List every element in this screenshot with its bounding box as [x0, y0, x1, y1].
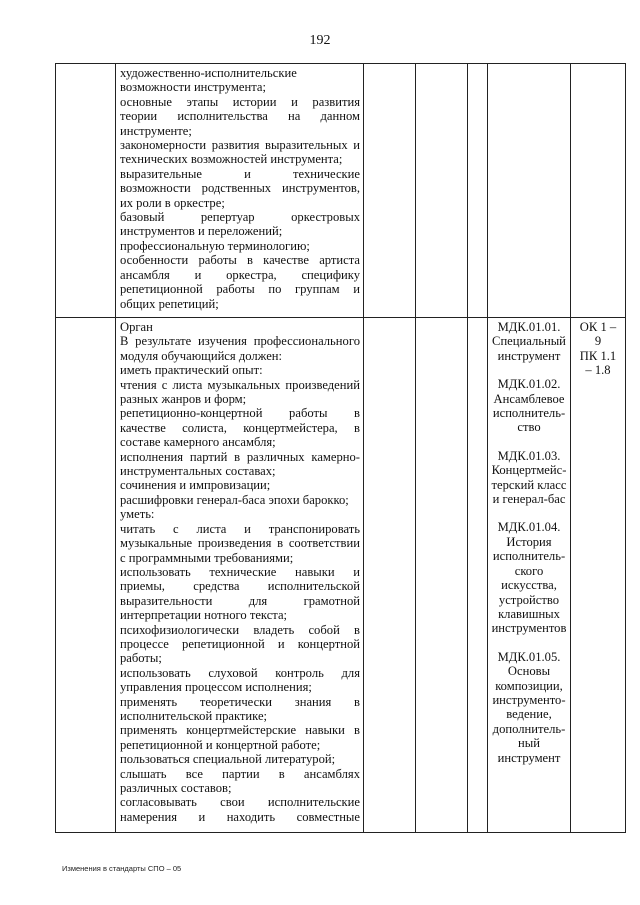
- text-line: сочинения и импровизации;: [120, 478, 271, 493]
- text-line: иметь практический опыт:: [120, 363, 263, 378]
- text-line: профессиональную терминологию;: [120, 238, 310, 253]
- text-line: базовый репертуар оркестровых: [120, 210, 360, 225]
- text-line: различных составов;: [120, 781, 232, 795]
- mdk-line: Специальный: [492, 334, 566, 349]
- text-line: ансамбля и оркестра, специфику: [120, 267, 360, 282]
- text-line: репетиционной и концертной работе;: [120, 737, 321, 752]
- text-line: применять концертмейстерские навыки в: [120, 723, 360, 738]
- text-line: с программными требованиями;: [120, 550, 294, 565]
- content-cell: [116, 64, 364, 318]
- mdk-line: История: [506, 534, 552, 549]
- mdk-module: [490, 320, 568, 363]
- text-line: составе камерного ансамбля;: [120, 435, 276, 450]
- mdk-line: инструменто-: [492, 692, 566, 707]
- text-line: расшифровки генерал-баса эпохи барокко;: [120, 492, 349, 507]
- text-line: В результате изучения профессионального: [120, 334, 360, 349]
- competency-cell: [571, 64, 626, 318]
- text-line: модуля обучающийся должен:: [120, 348, 283, 363]
- text-line: репетиционной работы по группам и: [120, 282, 360, 297]
- text-line: использовать технические навыки и: [120, 564, 360, 579]
- text-line: музыкальные произведения в соответствии: [120, 536, 360, 551]
- text-line: Орган: [120, 320, 153, 334]
- competency-line: ПК 1.1: [579, 348, 617, 363]
- text-line: закономерности развития выразительных и: [120, 138, 360, 153]
- footer-note: Изменения в стандарты СПО – 05: [62, 864, 182, 873]
- competency-line: 9: [594, 334, 602, 349]
- mdk-line: и генерал-бас: [492, 492, 566, 507]
- hours-cell: [468, 64, 488, 318]
- competency-line: ОК 1 –: [579, 320, 617, 334]
- text-line: основные этапы истории и развития: [120, 94, 360, 109]
- text-line: использовать слуховой контроль для: [120, 665, 360, 680]
- mdk-line: МДК.01.03.: [497, 448, 561, 463]
- hours-cell: [364, 64, 416, 318]
- mdk-line: Ансамблевое: [493, 391, 565, 406]
- text-line: выразительные и технические: [120, 166, 360, 181]
- mdk-line: ный: [518, 736, 540, 751]
- mdk-line: МДК.01.02.: [497, 377, 561, 392]
- competency-cell: [571, 318, 626, 833]
- mdk-cell: [488, 64, 571, 318]
- text-line: исполнительской практике;: [120, 708, 268, 723]
- mdk-line: исполнитель-: [492, 549, 566, 564]
- mdk-line: Концертмейс-: [491, 463, 567, 478]
- text-line: инструменте;: [120, 123, 192, 138]
- text-line: психофизиологически владеть собой в: [120, 622, 360, 637]
- text-line: репетиционно-концертной работы в: [120, 406, 360, 421]
- text-line: инструментальных составах;: [120, 464, 276, 479]
- text-line: особенности работы в качестве артиста: [120, 253, 360, 268]
- content-cell: [116, 318, 364, 833]
- mdk-line: инструмент: [497, 750, 561, 765]
- text-line: работы;: [120, 651, 162, 666]
- text-line: уметь:: [120, 507, 155, 522]
- mdk-module: [490, 449, 568, 507]
- text-line: качестве солиста, концертмейстера, в: [120, 420, 360, 435]
- text-line: применять теоретически знания в: [120, 694, 360, 709]
- mdk-line: Основы: [507, 664, 551, 679]
- index-cell: [56, 64, 116, 318]
- mdk-module: [490, 650, 568, 765]
- hours-cell: [416, 318, 468, 833]
- index-cell: [56, 318, 116, 833]
- hours-cell: [364, 318, 416, 833]
- text-line: инструментов и переложений;: [120, 224, 283, 239]
- mdk-line: композиции,: [495, 678, 563, 693]
- curriculum-table: [55, 63, 626, 833]
- text-line: пользоваться специальной литературой;: [120, 752, 336, 767]
- text-line: возможности родственных инструментов,: [120, 181, 360, 196]
- mdk-module: [490, 377, 568, 435]
- mdk-line: искусства,: [501, 578, 557, 593]
- text-line: читать с листа и транспонировать: [120, 521, 360, 536]
- mdk-line: ведение,: [506, 707, 552, 722]
- mdk-line: ского: [514, 563, 544, 578]
- mdk-line: дополнитель-: [492, 721, 566, 736]
- text-line: художественно-исполнительские: [120, 66, 297, 80]
- mdk-line: клавишных: [498, 606, 560, 621]
- text-line: возможности инструмента;: [120, 80, 266, 95]
- text-line: согласовывать свои исполнительские: [120, 795, 360, 810]
- text-line: теории исполнительства на данном: [120, 109, 360, 124]
- mdk-module: [490, 520, 568, 635]
- competency-line: – 1.8: [585, 363, 611, 378]
- text-line: интерпретации нотного текста;: [120, 608, 288, 623]
- text-line: намерения и находить совместные: [120, 809, 360, 824]
- text-line: выразительности для грамотной: [120, 593, 360, 608]
- hours-cell: [416, 64, 468, 318]
- mdk-line: МДК.01.04.: [497, 520, 561, 535]
- mdk-line: исполнитель-: [492, 406, 566, 421]
- text-line: разных жанров и форм;: [120, 392, 247, 407]
- text-line: чтения с листа музыкальных произведений: [120, 377, 360, 392]
- mdk-line: устройство: [498, 592, 560, 607]
- text-line: управления процессом исполнения;: [120, 680, 312, 695]
- mdk-line: ство: [517, 420, 541, 435]
- text-line: исполнения партий в различных камерно-: [120, 449, 360, 464]
- mdk-line: инструментов: [491, 621, 567, 636]
- mdk-line: инструмент: [497, 348, 561, 363]
- page-number: 192: [309, 33, 331, 48]
- text-line: процессе репетиционной и концертной: [120, 636, 360, 651]
- mdk-line: МДК.01.05.: [497, 649, 561, 664]
- table-row: [56, 318, 626, 833]
- text-line: технических возможностей инструмента;: [120, 152, 343, 167]
- mdk-cell: [488, 318, 571, 833]
- text-line: слышать все партии в ансамблях: [120, 766, 360, 781]
- text-line: их роли в оркестре;: [120, 195, 225, 210]
- text-line: приемы, средства исполнительской: [120, 579, 360, 594]
- hours-cell: [468, 318, 488, 833]
- text-line: общих репетиций;: [120, 296, 219, 311]
- mdk-line: терский класс: [491, 477, 567, 492]
- table-row: [56, 64, 626, 318]
- mdk-line: МДК.01.01.: [497, 320, 561, 334]
